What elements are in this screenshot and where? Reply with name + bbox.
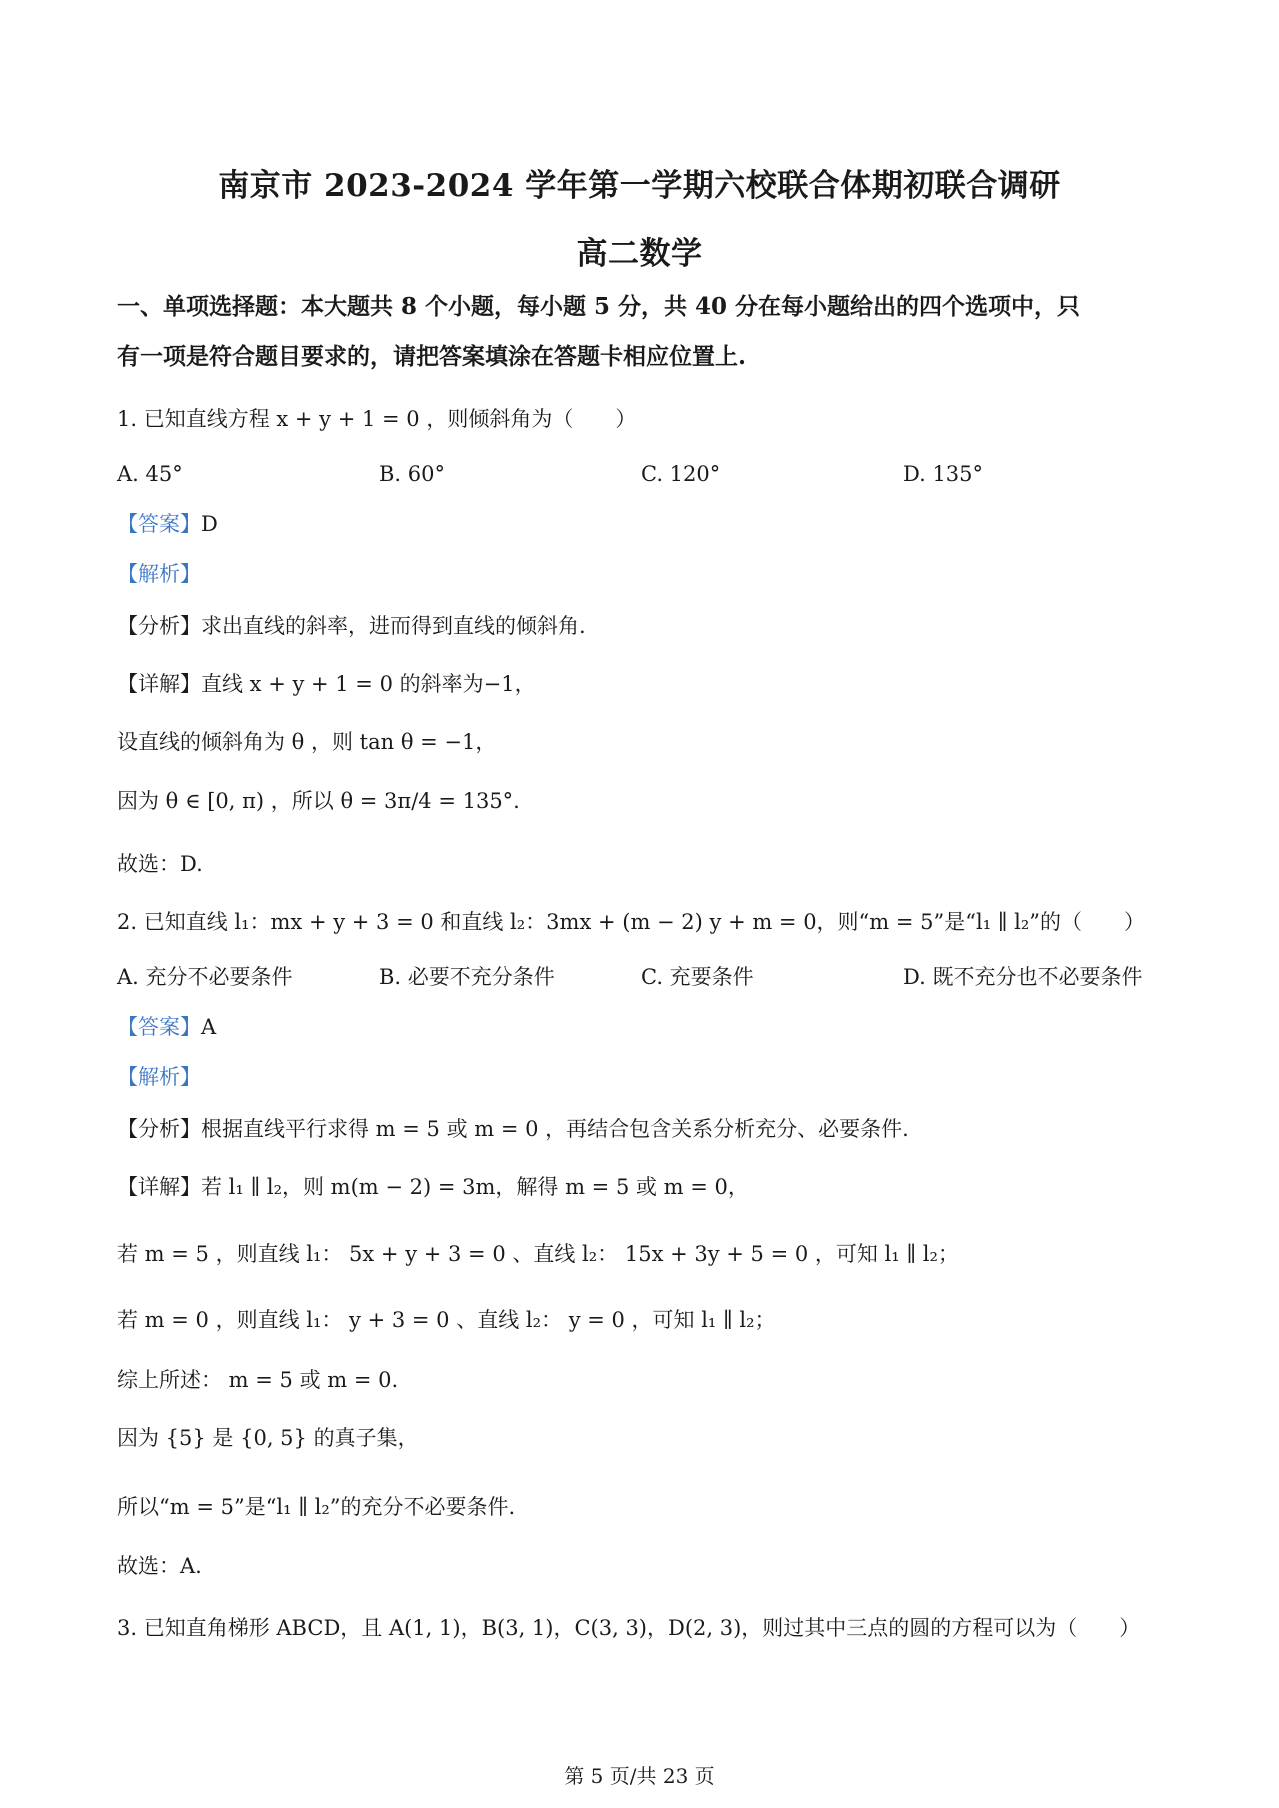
q2-option-a: A. 充分不必要条件	[117, 965, 293, 989]
q2-option-c: C. 充要条件	[641, 965, 754, 989]
page-subtitle: 高二数学	[576, 236, 703, 272]
q2-fenxi: 【分析】根据直线平行求得 m = 5 或 m = 0 ，再结合包含关系分析充分、必要条件.	[117, 1117, 909, 1141]
section-heading-line1: 一、单项选择题：本大题共 8 个小题，每小题 5 分，共 40 分在每小题给出的四个选项中，只	[117, 293, 1081, 320]
q3-stem: 3. 已知直角梯形 ABCD，且 A(1, 1)，B(3, 1)，C(3, 3)，D(2, 3)，则过其中三点的圆的方程可以为（ ）	[117, 1616, 1141, 1640]
q2-options	[117, 963, 1169, 991]
q2-step2: 若 m = 0 ，则直线 l₁： y + 3 = 0 、直线 l₂： y = 0 ，可知 l₁ ∥ l₂；	[117, 1308, 776, 1332]
q2-stem: 2. 已知直线 l₁：mx + y + 3 = 0 和直线 l₂：3mx + (m − 2) y + m = 0，则“m = 5”是“l₁ ∥ l₂”的（ ）	[117, 910, 1146, 934]
q2-answer-tag: 【答案】	[117, 1015, 201, 1039]
q2-analysis-tag: 【解析】	[117, 1065, 201, 1089]
q1-answer	[117, 510, 1169, 538]
q1-option-d: D. 135°	[903, 462, 984, 486]
q2-step5: 所以“m = 5”是“l₁ ∥ l₂”的充分不必要条件.	[117, 1495, 516, 1519]
q1-option-a: A. 45°	[117, 462, 183, 486]
q1-answer-tag: 【答案】	[117, 512, 201, 536]
q1-xiangjie: 【详解】直线 x + y + 1 = 0 的斜率为−1，	[117, 672, 536, 696]
q2-xiangjie: 【详解】若 l₁ ∥ l₂，则 m(m − 2) = 3m，解得 m = 5 或 m = 0，	[117, 1175, 749, 1199]
q1-analysis-tag: 【解析】	[117, 562, 201, 586]
page-title: 南京市 2023-2024 学年第一学期六校联合体期初联合调研	[218, 168, 1061, 204]
q1-step1: 设直线的倾斜角为 θ ，则 tan θ = −1，	[117, 730, 497, 754]
q1-option-c: C. 120°	[641, 462, 721, 486]
q2-step4: 因为 {5} 是 {0, 5} 的真子集，	[117, 1426, 419, 1450]
q1-conclusion: 故选：D.	[117, 852, 203, 876]
q2-option-b: B. 必要不充分条件	[379, 965, 555, 989]
q2-step3: 综上所述： m = 5 或 m = 0.	[117, 1368, 399, 1392]
q1-step2: 因为 θ ∈ [0, π) ，所以 θ = 3π/4 = 135°.	[117, 789, 520, 813]
section-heading-line2: 有一项是符合题目要求的，请把答案填涂在答题卡相应位置上.	[117, 343, 747, 370]
q2-option-d: D. 既不充分也不必要条件	[903, 965, 1143, 989]
q1-answer-value: D	[201, 512, 218, 536]
q2-conclusion: 故选：A.	[117, 1554, 202, 1578]
q1-options	[117, 460, 1169, 488]
q1-option-b: B. 60°	[379, 462, 446, 486]
page-footer: 第 5 页/共 23 页	[564, 1764, 715, 1788]
q1-stem: 1. 已知直线方程 x + y + 1 = 0 ，则倾斜角为（ ）	[117, 407, 637, 431]
q2-answer	[117, 1013, 1169, 1041]
q2-answer-value: A	[201, 1015, 217, 1039]
q1-fenxi: 【分析】求出直线的斜率，进而得到直线的倾斜角.	[117, 614, 586, 638]
q2-step1: 若 m = 5 ，则直线 l₁： 5x + y + 3 = 0 、直线 l₂： 15x + 3y + 5 = 0 ，可知 l₁ ∥ l₂；	[117, 1242, 959, 1266]
